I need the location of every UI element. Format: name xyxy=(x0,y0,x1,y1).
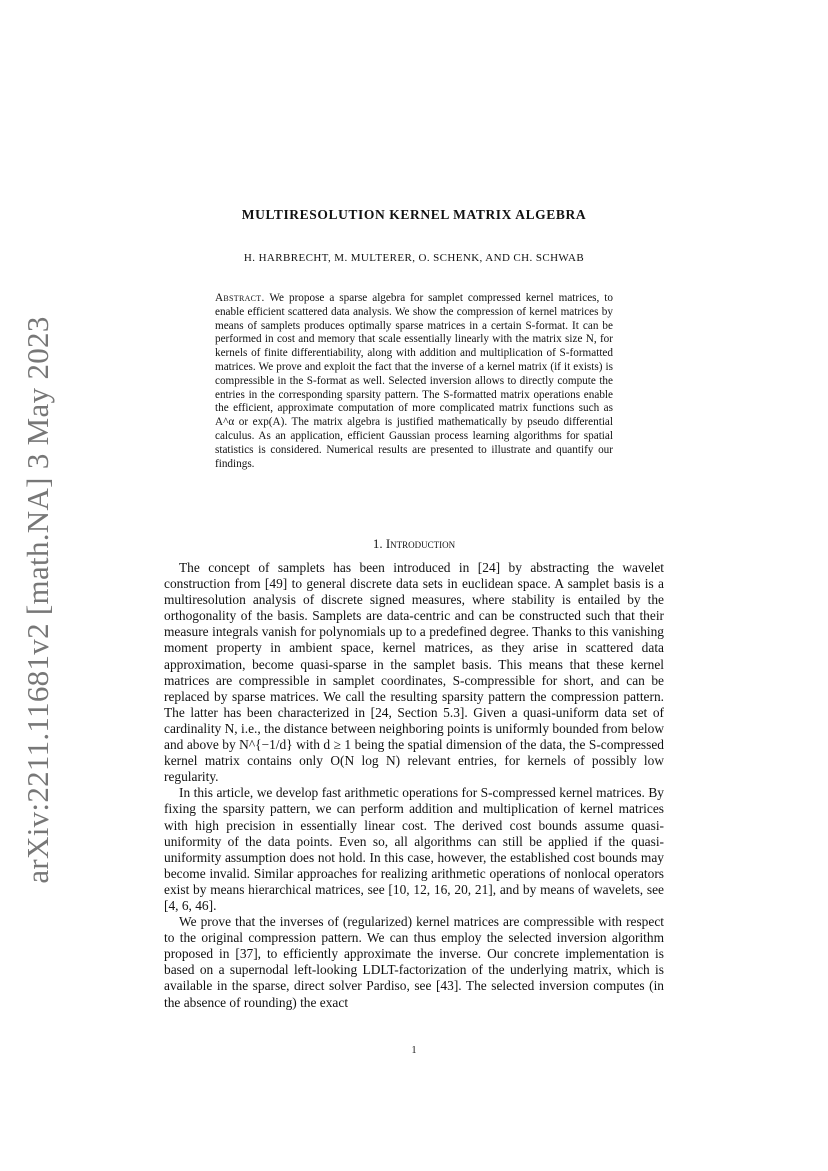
arxiv-sidebar xyxy=(18,316,58,884)
paragraph: In this article, we develop fast arithmetic operations for S-compressed kernel matrices. By fixing the sparsity pattern, we can perform addition and multiplication of kernel matrices with high precision in essentially linear cost. The derived cost bounds assume quasi-uniformity of the data points. Even so, all algorithms can still be applied if the quasi-uniformity assumption does not hold. In this case, however, the established cost bounds may become invalid. Similar approaches for realizing arithmetic operations of nonlocal operators exist by means hierarchical matrices, see [10, 12, 16, 20, 21], and by means of wavelets, see [4, 6, 46]. xyxy=(164,785,664,913)
abstract xyxy=(215,292,613,471)
paragraph: We prove that the inverses of (regularized) kernel matrices are compressible with respect to the original compression pattern. We can thus employ the selected inversion algorithm proposed in [37], to efficiently approximate the inverse. Our concrete implementation is based on a supernodal left-looking LDLT-factorization of the underlying matrix, which is available in the sparse, direct solver Pardiso, see [43]. The selected inversion computes (in the absence of rounding) the exact xyxy=(164,914,664,1010)
section-heading xyxy=(0,536,828,552)
section-number: 1. xyxy=(372,536,383,551)
paper-authors: H. HARBRECHT, M. MULTERER, O. SCHENK, AND CH. SCHWAB xyxy=(243,252,585,264)
section-title: Introduction xyxy=(385,536,456,551)
body-text xyxy=(164,560,664,1011)
abstract-label: Abstract. xyxy=(215,292,265,304)
paragraph: The concept of samplets has been introduced in [24] by abstracting the wavelet construction from [49] to general discrete data sets in euclidean space. A samplet basis is a multiresolution analysis of discrete signed measures, where stability is entailed by the orthogonality of the basis. Samplets are data-centric and can be constructed such that their measure integrals vanish for polynomials up to a predefined degree. Thanks to this vanishing moment property in ambient space, kernel matrices, as they arise in scattered data approximation, become quasi-sparse in the samplet basis. This means that these kernel matrices are compressible in samplet coordinates, S-compressible for short, and can be replaced by sparse matrices. We call the resulting sparsity pattern the compression pattern. The latter has been characterized in [24, Section 5.3]. Given a quasi-uniform data set of cardinality N, i.e., the distance between neighboring points is uniformly bounded from below and above by N^{−1/d} with d ≥ 1 being the spatial dimension of the data, the S-compressed kernel matrix contains only O(N log N) relevant entries, for kernels of possibly low regularity. xyxy=(164,560,664,785)
arxiv-identifier: arXiv:2211.11681v2 [math.NA] 3 May 2023 xyxy=(20,316,55,884)
paper-title: MULTIRESOLUTION KERNEL MATRIX ALGEBRA xyxy=(241,207,587,222)
page-number: 1 xyxy=(411,1045,417,1056)
abstract-text: We propose a sparse algebra for samplet compressed kernel matrices, to enable efficient scattered data analysis. We show the compression of kernel matrices by means of samplets produces optimally sparse matrices in a certain S-format. It can be performed in cost and memory that scale essentially linearly with the matrix size N, for kernels of finite differentiability, along with addition and multiplication of S-formatted matrices. We prove and exploit the fact that the inverse of a kernel matrix (if it exists) is compressible in the S-format as well. Selected inversion allows to directly compute the entries in the corresponding sparsity pattern. The S-formatted matrix operations enable the efficient, approximate computation of more complicated matrix functions such as A^α or exp(A). The matrix algebra is justified mathematically by pseudo differential calculus. As an application, efficient Gaussian process learning algorithms for spatial statistics is considered. Numerical results are presented to illustrate and quantify our findings. xyxy=(215,292,613,470)
